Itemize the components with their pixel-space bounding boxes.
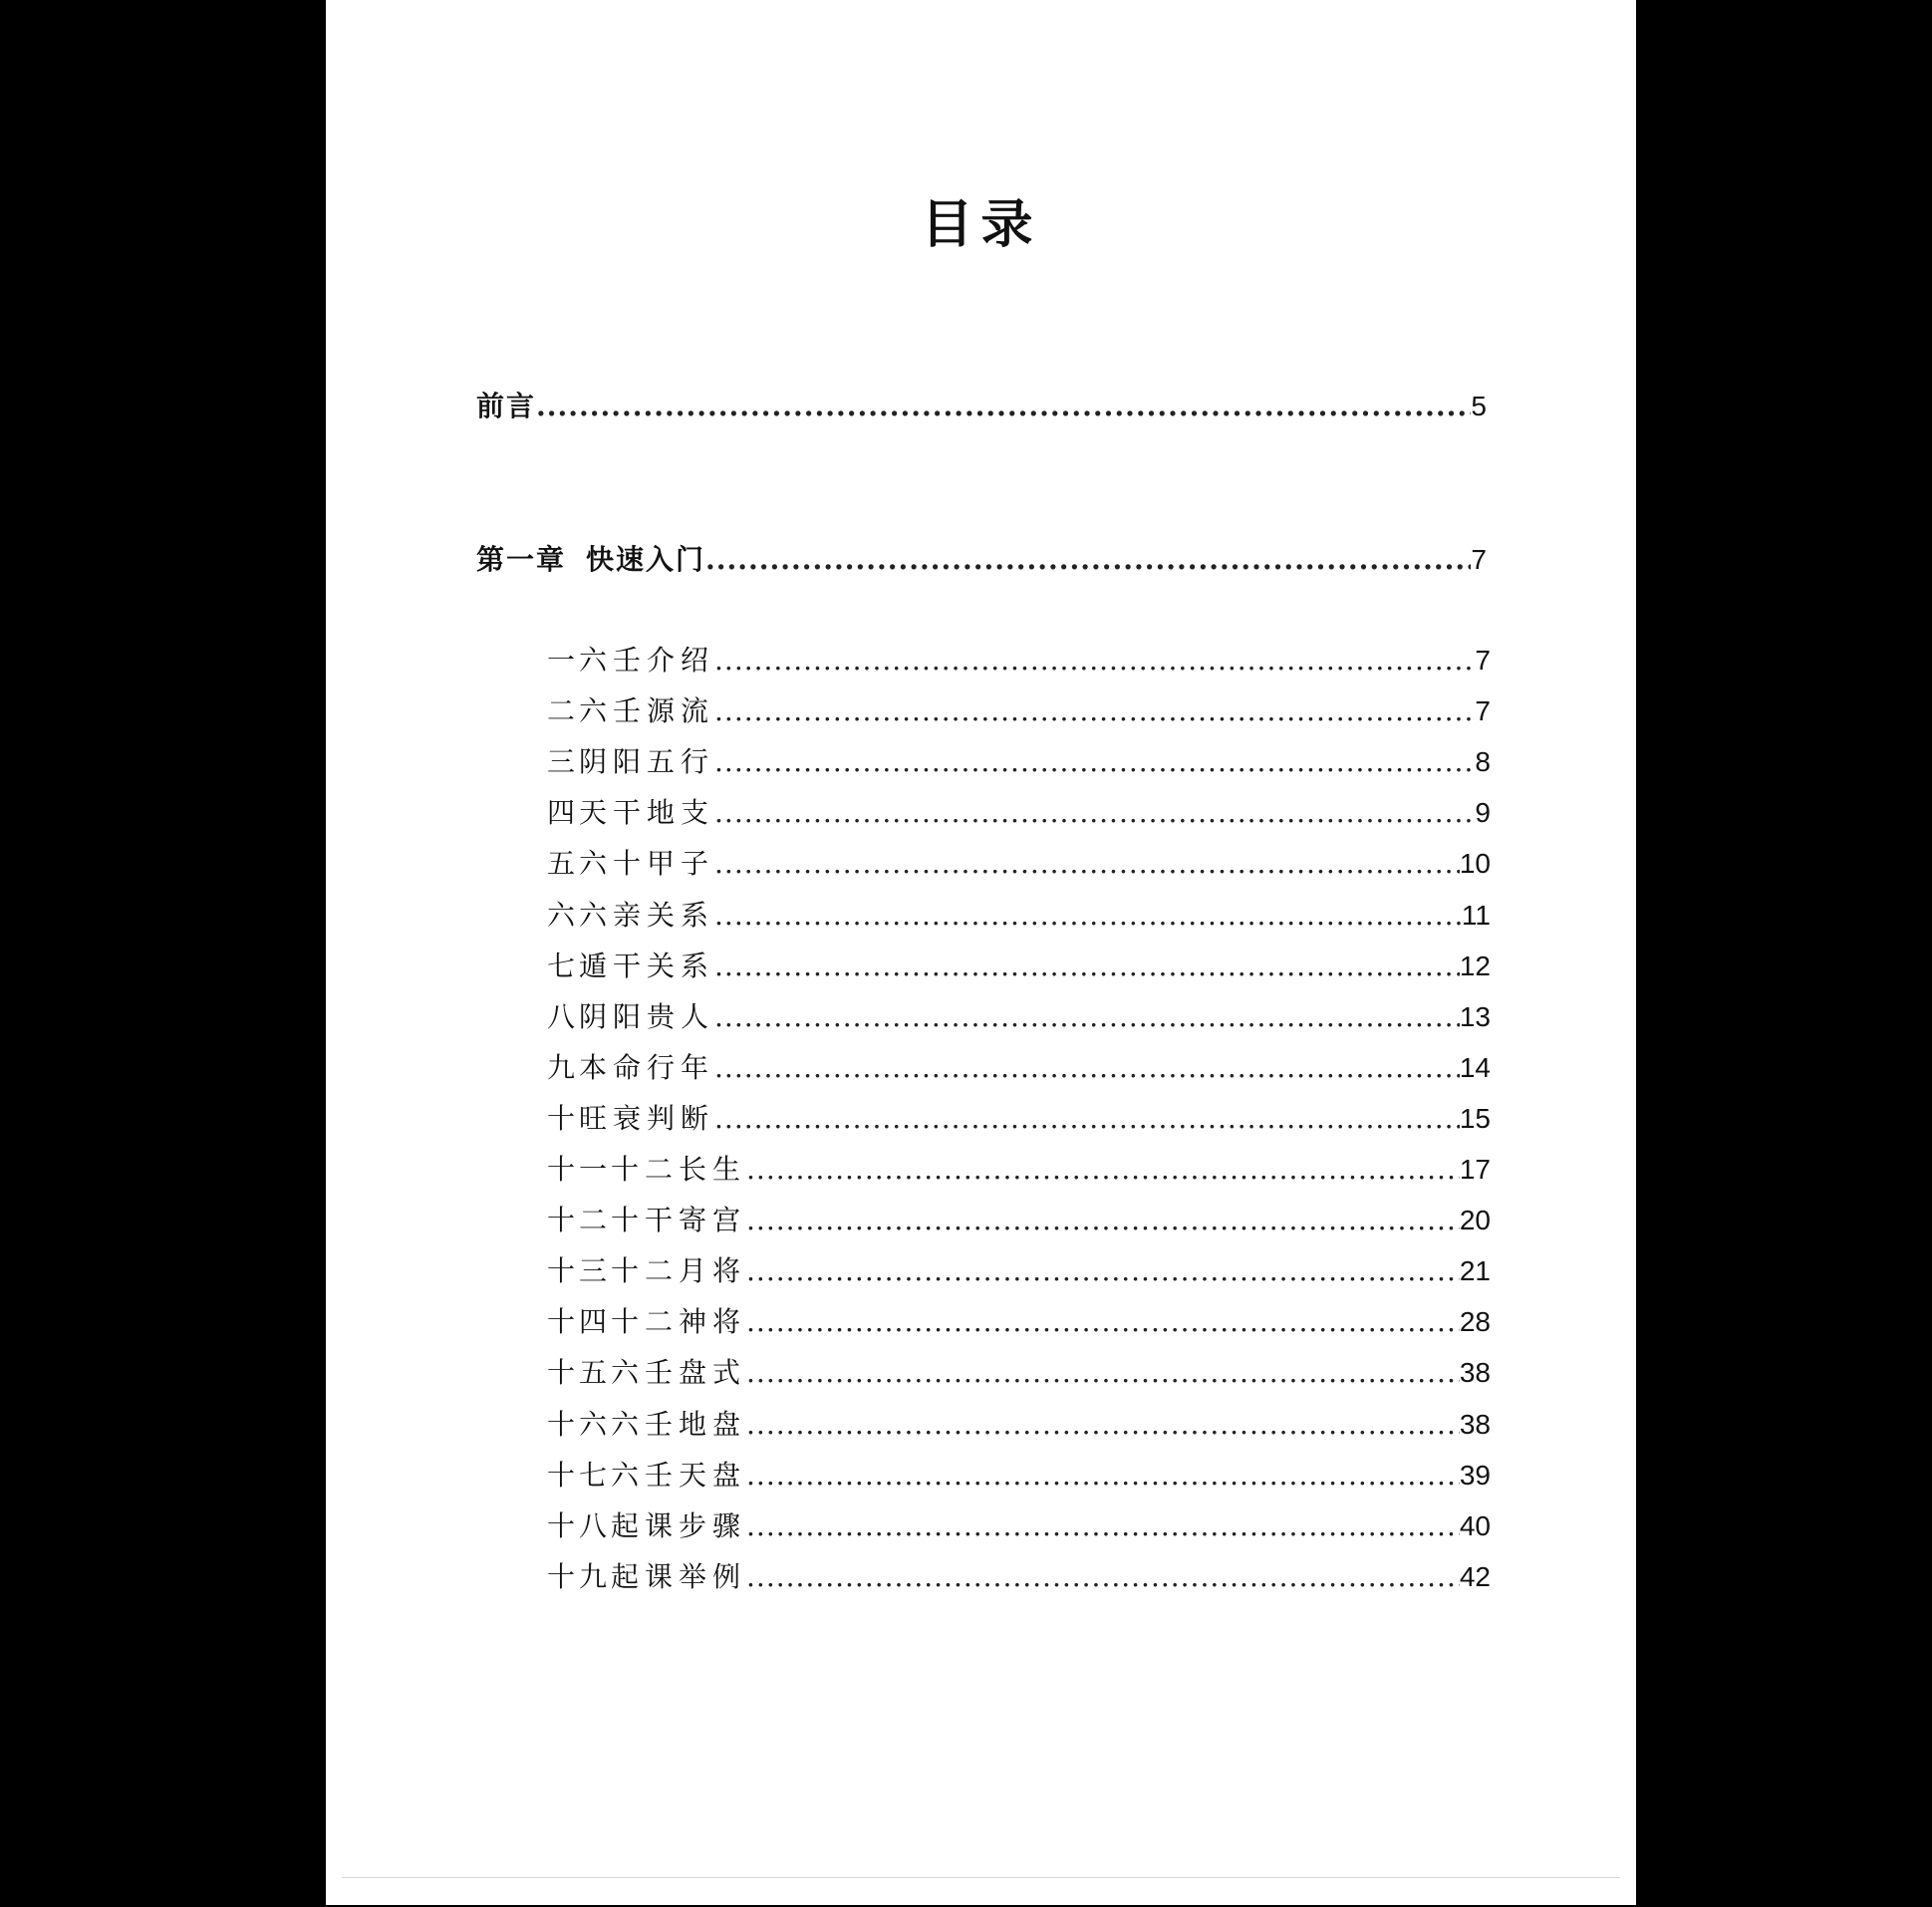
toc-entry[interactable]: [547, 639, 1491, 679]
chapter-title: 快速入门: [586, 543, 706, 576]
toc-entry[interactable]: [547, 689, 1491, 729]
entry-title: 十二神将: [611, 1305, 747, 1339]
entry-page-number: 14: [1459, 1051, 1491, 1083]
dot-leader: [714, 694, 1475, 727]
entry-page-number: 15: [1459, 1102, 1491, 1134]
dot-leader: [714, 1102, 1460, 1135]
entry-number: 十二: [547, 1204, 612, 1237]
chapter-label: [476, 538, 705, 578]
toc-entry[interactable]: [547, 1555, 1491, 1595]
entry-title: 起课步骤: [611, 1508, 747, 1542]
entry-number: 十九: [547, 1559, 612, 1593]
entry-title: 六壬地盘: [611, 1407, 747, 1441]
entry-number: 七: [547, 949, 580, 982]
dot-leader: [746, 1459, 1460, 1492]
entry-page-number: 13: [1459, 1000, 1491, 1032]
dot-leader: [705, 543, 1471, 576]
entry-page-number: 40: [1459, 1509, 1491, 1541]
entry-title: 六壬源流: [579, 694, 715, 728]
entry-number: 十: [547, 1101, 580, 1135]
toc-entry[interactable]: [547, 1046, 1491, 1086]
dot-leader: [746, 1254, 1460, 1287]
entry-title: 阴阳五行: [579, 745, 715, 779]
entry-number: 九: [547, 1050, 580, 1084]
entry-page-number: 8: [1475, 746, 1491, 778]
preface-page-number: 5: [1471, 391, 1487, 421]
entry-number: 十八: [547, 1508, 612, 1542]
page-title: 目录: [921, 195, 1041, 255]
toc-entry[interactable]: [547, 740, 1491, 780]
toc-entry[interactable]: [547, 1199, 1491, 1238]
dot-leader: [536, 390, 1471, 422]
dot-leader: [746, 1305, 1460, 1338]
dot-leader: [714, 1000, 1460, 1033]
entry-number: 四: [547, 796, 580, 830]
toc-entry[interactable]: [547, 791, 1491, 831]
entry-page-number: 11: [1461, 899, 1491, 931]
toc-preface[interactable]: [476, 385, 1487, 424]
entry-number: 五: [547, 847, 580, 881]
toc-entry[interactable]: [547, 1454, 1491, 1494]
entry-page-number: 42: [1459, 1560, 1491, 1592]
toc-entry[interactable]: [547, 894, 1491, 934]
bottom-rule: [342, 1877, 1620, 1878]
entry-number: 十三: [547, 1254, 612, 1288]
entry-page-number: 17: [1459, 1154, 1491, 1185]
entry-title: 旺衰判断: [579, 1101, 715, 1135]
dot-leader: [746, 1560, 1460, 1593]
entry-title: 六壬天盘: [611, 1458, 747, 1492]
entry-page-number: 20: [1459, 1205, 1491, 1236]
entry-number: 十一: [547, 1153, 612, 1186]
entry-number: 一: [547, 644, 580, 677]
entry-title: 十二月将: [611, 1254, 747, 1288]
entry-page-number: 28: [1459, 1306, 1491, 1338]
toc-chapter-1[interactable]: [476, 538, 1487, 578]
toc-entry[interactable]: [547, 945, 1491, 984]
entry-number: 十四: [547, 1305, 612, 1339]
entry-title: 天干地支: [579, 796, 715, 830]
toc-entry[interactable]: [547, 1148, 1491, 1188]
toc-entry[interactable]: [547, 1351, 1491, 1391]
document-page: [326, 0, 1636, 1905]
dot-leader: [746, 1153, 1460, 1186]
dot-leader: [714, 745, 1475, 778]
entry-title: 六壬盘式: [611, 1356, 747, 1390]
entry-page-number: 7: [1475, 695, 1491, 727]
entry-page-number: 21: [1459, 1255, 1491, 1287]
entry-number: 十五: [547, 1356, 612, 1390]
entry-number: 十六: [547, 1407, 612, 1441]
entry-page-number: 10: [1459, 848, 1491, 880]
entry-title: 起课举例: [611, 1559, 747, 1593]
entry-page-number: 38: [1459, 1357, 1491, 1389]
entry-number: 三: [547, 745, 580, 779]
dot-leader: [746, 1204, 1460, 1236]
toc-entry[interactable]: [547, 1300, 1491, 1340]
entry-number: 六: [547, 898, 580, 932]
entry-title: 十干寄宫: [611, 1204, 747, 1237]
entry-number: 二: [547, 694, 580, 728]
entry-page-number: 7: [1475, 645, 1491, 676]
preface-label: 前言: [476, 390, 537, 422]
entry-title: 六亲关系: [579, 898, 715, 932]
entry-page-number: 9: [1475, 797, 1491, 829]
entry-page-number: 38: [1459, 1408, 1491, 1440]
entry-title: 六十甲子: [579, 847, 715, 881]
entry-title: 阴阳贵人: [579, 999, 715, 1033]
toc-entry[interactable]: [547, 1249, 1491, 1289]
entry-title: 遁干关系: [579, 949, 715, 982]
entry-page-number: 12: [1459, 950, 1491, 981]
dot-leader: [714, 644, 1475, 677]
entry-title: 十二长生: [611, 1153, 747, 1186]
entry-title: 六壬介绍: [579, 644, 715, 677]
chapter-page-number: 7: [1471, 544, 1487, 575]
entry-page-number: 39: [1459, 1459, 1491, 1491]
dot-leader: [746, 1408, 1460, 1441]
dot-leader: [746, 1356, 1460, 1389]
dot-leader: [714, 950, 1460, 982]
chapter-number: 第一章: [476, 543, 567, 576]
toc-entry[interactable]: [547, 842, 1491, 882]
toc-entry[interactable]: [547, 1097, 1491, 1137]
dot-leader: [714, 1051, 1460, 1084]
entry-number: 八: [547, 999, 580, 1033]
toc-entry[interactable]: [547, 1403, 1491, 1443]
dot-leader: [746, 1509, 1460, 1542]
dot-leader: [714, 796, 1475, 829]
entry-number: 十七: [547, 1458, 612, 1492]
toc-entry[interactable]: [547, 995, 1491, 1035]
toc-entry[interactable]: [547, 1504, 1491, 1544]
dot-leader: [714, 899, 1462, 932]
entry-title: 本命行年: [579, 1050, 715, 1084]
dot-leader: [714, 847, 1460, 880]
